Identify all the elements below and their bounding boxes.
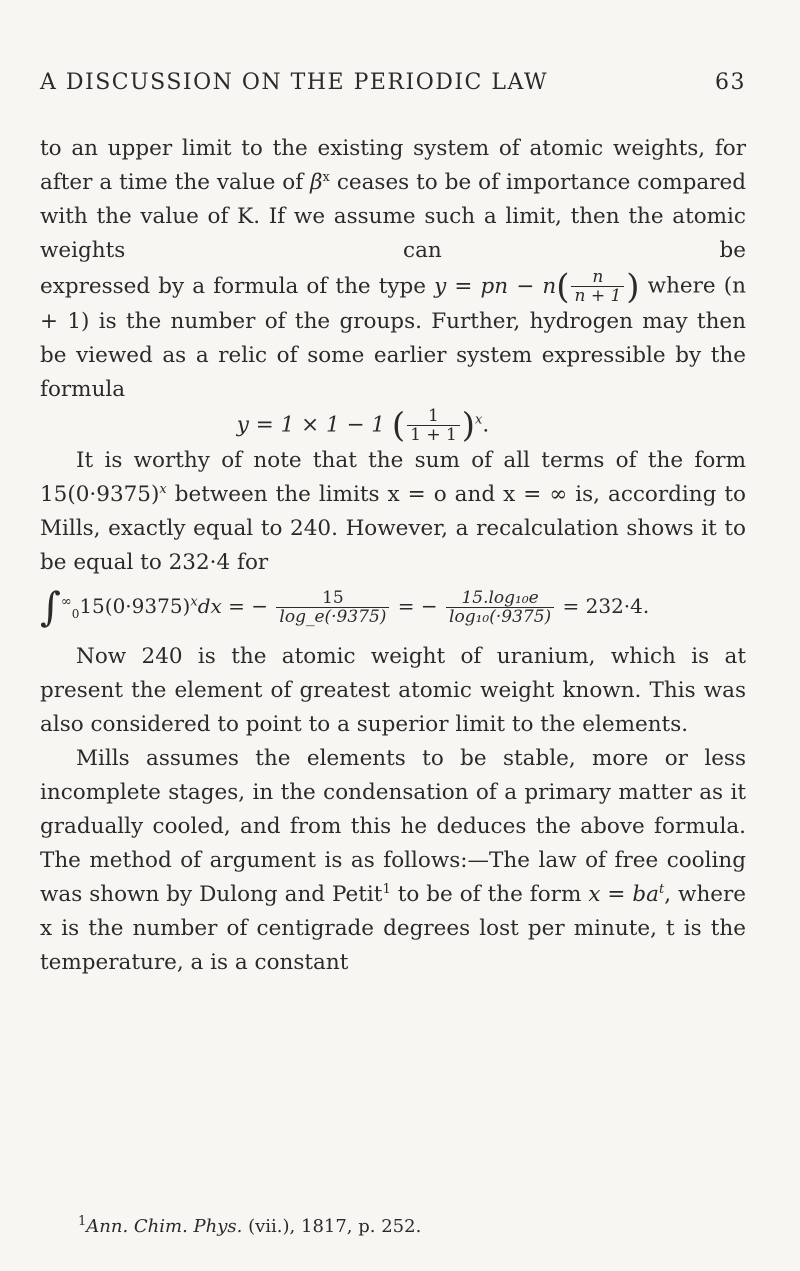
footnote-citation: (vii.), 1817, p. 252. [242, 1216, 422, 1237]
text-line: weights, for after a time the value of [40, 136, 746, 195]
text-line: less incomplete stages, in the condensation of a [40, 746, 746, 805]
formula-2-lhs: y = 1 × 1 − 1 [236, 412, 385, 438]
paragraph-1 [40, 132, 746, 407]
equals-minus: = − [397, 594, 438, 618]
text-line: of importance compared with the value of K. If we [40, 170, 746, 229]
text-line: primary matter as it gradually cooled, and from this [40, 780, 747, 839]
differential: dx = − [197, 594, 269, 618]
text-line: However, a recalculation shows it to be equal to [40, 516, 746, 575]
integral-lower-limit: 0 [71, 607, 80, 621]
formula-1-lhs: y = pn − n [434, 273, 557, 299]
text-line: where (n + 1) is the number of the groups. Further, [40, 273, 746, 334]
text-line: lost per minute, t is the temperature, a is a constant [40, 916, 746, 975]
integrand-exponent: x [190, 594, 198, 610]
fraction-1: $\frac{15}{\log\_e(\cdot 9375)}$ [276, 589, 389, 626]
footnote [78, 1216, 746, 1237]
paragraph-3 [40, 640, 746, 742]
integral-upper-limit: ∞ [60, 594, 72, 610]
text-line: assume such a limit, then the atomic weights can be [40, 204, 746, 263]
text-line: argument is as follows:—The law of free cooling [209, 848, 746, 873]
paragraph-4 [40, 742, 746, 980]
formula-3 [40, 580, 746, 640]
text-line: he deduces the above formula. The method of [40, 814, 746, 873]
text-line: to be of the form [390, 882, 582, 907]
formula-2-exponent: x [475, 412, 483, 428]
result: = 232·4. [562, 594, 650, 618]
text-line: x = ba [588, 882, 659, 907]
text-line: Mills assumes the elements to be stable, more or [76, 746, 688, 771]
integrand: 15(0·9375) [79, 594, 191, 618]
running-title: A DISCUSSION ON THE PERIODIC LAW [40, 70, 549, 95]
page-number: 63 [715, 70, 746, 95]
text-line: the form 15(0·9375) [40, 448, 746, 507]
text-line: to an upper limit to the existing system of atomic [40, 136, 604, 161]
text-line: It is worthy of note that the sum of all terms of [76, 448, 637, 473]
text-line: x = ∞ is, according to Mills, exactly equal to 240. [40, 482, 746, 541]
formula-1-line: expressed by a formula of the type y = pn − n( $\frac{n}{n + 1}$ ) [40, 266, 640, 307]
exponent: x [159, 481, 167, 497]
formula-2: y = 1 × 1 − 1 ( $\frac{1}{1 + 1}$ )$^x$. [236, 405, 490, 446]
formula-2-fraction: $\frac{1}{1 + 1}$ [407, 407, 460, 444]
integral-sign: ∫ [40, 584, 61, 631]
footnote-ref: 1 [382, 881, 391, 897]
footnote-marker: 1 [78, 1214, 87, 1229]
text-line: known. This was also considered to point to a [40, 678, 746, 737]
beta-exponent: x [322, 169, 330, 185]
text-line: was shown by Dulong and Petit [40, 882, 383, 907]
text-line: superior limit to the elements. [356, 712, 689, 737]
text-line: ceases to be [329, 170, 472, 195]
text-line: Now 240 is the atomic weight of uranium, which [76, 644, 676, 669]
text-line: , where x is the number of centigrade degrees [40, 882, 747, 941]
formula-1-fraction: $\frac{n}{n + 1}$ [571, 268, 624, 305]
fraction-2: $\frac{\text{15.log₁₀e}}{\text{log₁₀(·9375)}}$ [446, 589, 554, 626]
paragraph-2 [40, 444, 746, 580]
beta-symbol: β [310, 170, 323, 195]
exponent: t [659, 881, 665, 897]
text-line: 232·4 for [168, 550, 269, 575]
text-line: between the limits x = o and [166, 482, 496, 507]
text-line: expressed by a formula of the type [40, 273, 435, 299]
text-line: is at present the element of greatest atomic weight [40, 644, 746, 703]
footnote-journal: Ann. Chim. Phys. [86, 1216, 243, 1237]
text-line: hydrogen may then be viewed as a relic of some [40, 309, 746, 368]
text-line: earlier system expressible by the formula [40, 343, 746, 402]
body-text [40, 132, 746, 980]
